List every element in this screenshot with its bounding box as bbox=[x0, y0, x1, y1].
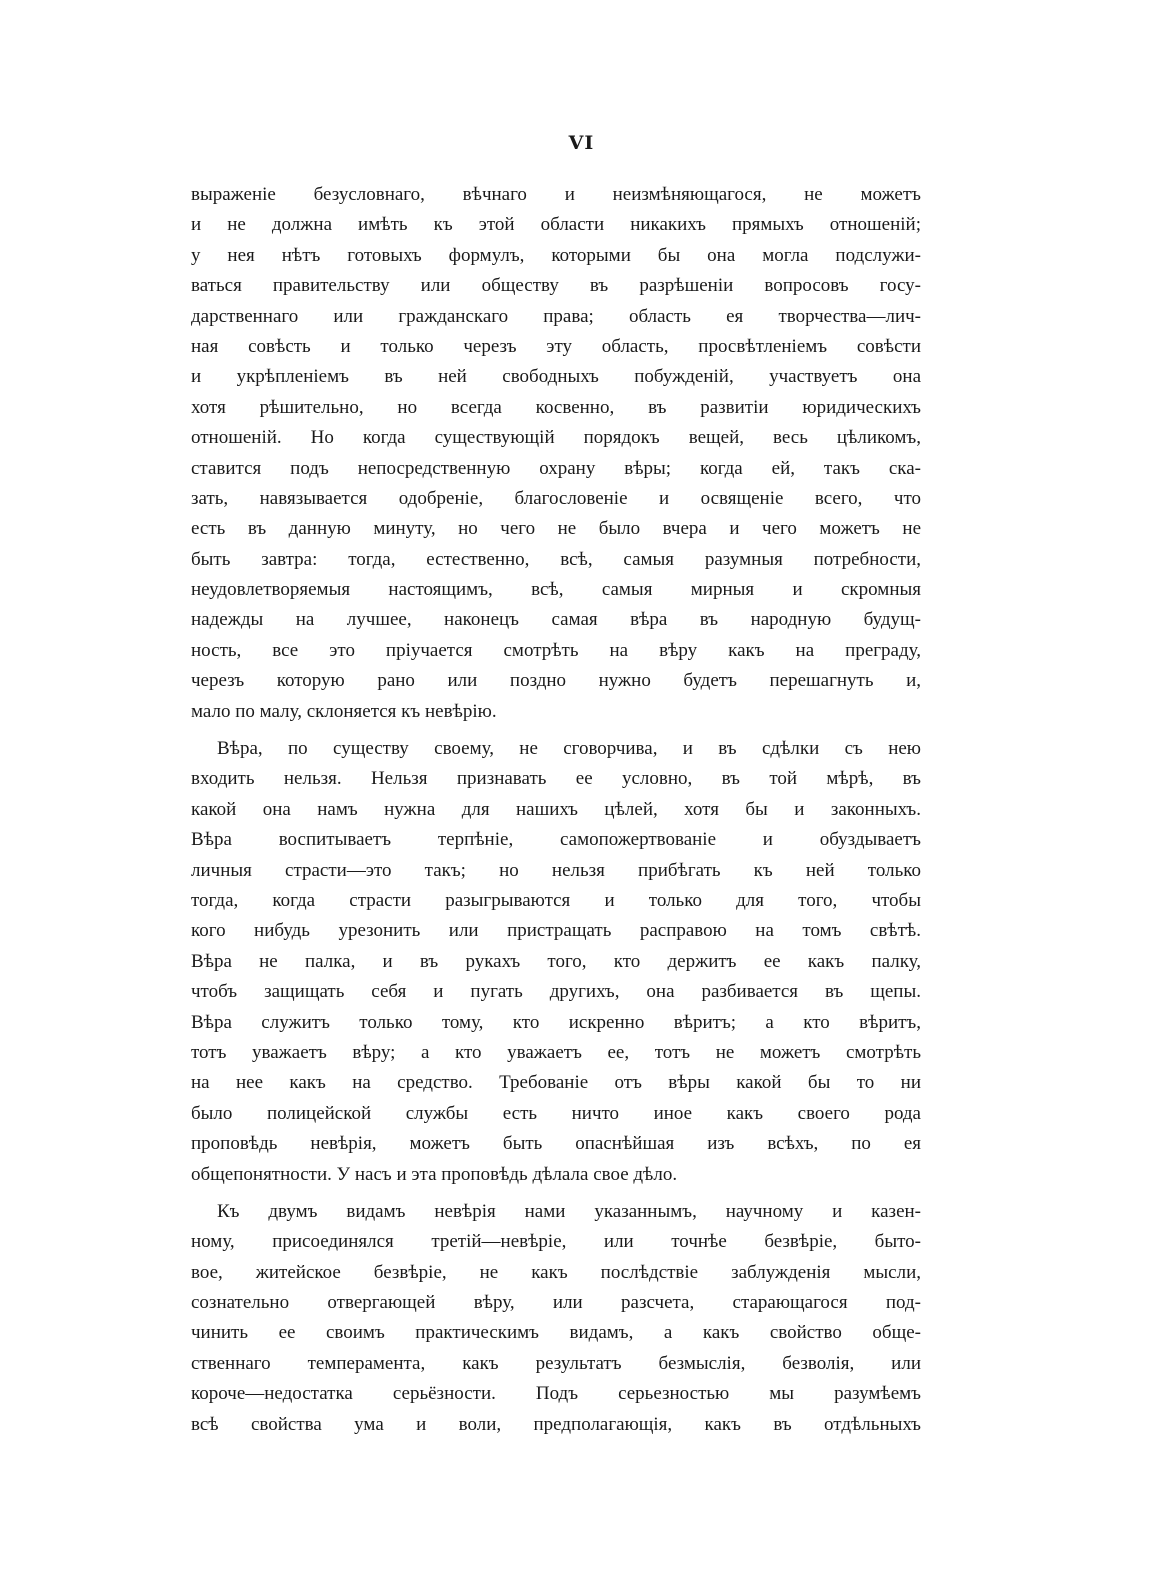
text-line: проповѣдь невѣрія, можетъ быть опаснѣйшая изъ всѣхъ, по ея bbox=[191, 1133, 921, 1155]
text-line: ность, все это пріучается смотрѣть на вѣру какъ на преграду, bbox=[191, 639, 921, 661]
text-line: Къ двумъ видамъ невѣрія нами указаннымъ, научному и казен- bbox=[217, 1200, 921, 1222]
text-line: зать, навязывается одобреніе, благословеніе и освященіе всего, что bbox=[191, 487, 921, 509]
paragraph-2 bbox=[191, 734, 921, 1190]
text-line: сознательно отвергающей вѣру, или разсчета, старающагося под- bbox=[191, 1292, 921, 1314]
text-line: есть въ данную минуту, но чего не было вчера и чего можетъ не bbox=[191, 518, 921, 540]
text-line: чинить ее своимъ практическимъ видамъ, а какъ свойство обще- bbox=[191, 1322, 921, 1344]
text-line: короче—недостатка серьёзности. Подъ серьезностью мы разумѣемъ bbox=[191, 1383, 921, 1405]
text-line: было полицейской службы есть ничто иное какъ своего рода bbox=[191, 1102, 921, 1124]
text-line: и не должна имѣть къ этой области никакихъ прямыхъ отношеній; bbox=[191, 214, 921, 236]
text-line: дарственнаго или гражданскаго права; область ея творчества—лич- bbox=[191, 305, 921, 327]
text-line: ваться правительству или обществу въ разрѣшеніи вопросовъ госу- bbox=[191, 275, 921, 297]
paragraph-3 bbox=[191, 1197, 921, 1440]
text-line: черезъ которую рано или поздно нужно будетъ перешагнуть и, bbox=[191, 670, 921, 692]
text-line: Вѣра не палка, и въ рукахъ того, кто держитъ ее какъ палку, bbox=[191, 950, 921, 972]
text-line: Вѣра воспитываетъ терпѣніе, самопожертвованіе и обуздываетъ bbox=[191, 829, 921, 851]
text-line: Вѣра, по существу своему, не сговорчива, и въ сдѣлки съ нею bbox=[217, 738, 921, 760]
text-line: Вѣра служитъ только тому, кто искренно вѣритъ; а кто вѣритъ, bbox=[191, 1011, 921, 1033]
text-line: неудовлетворяемыя настоящимъ, всѣ, самыя мирныя и скромныя bbox=[191, 579, 921, 601]
text-line: у нея нѣтъ готовыхъ формулъ, которыми бы она могла подслужи- bbox=[191, 244, 921, 266]
text-line: и укрѣпленіемъ въ ней свободныхъ побужденій, участвуетъ она bbox=[191, 366, 921, 388]
text-line: на нее какъ на средство. Требованіе отъ вѣры какой бы то ни bbox=[191, 1072, 921, 1094]
text-line: хотя рѣшительно, но всегда косвенно, въ развитіи юридическихъ bbox=[191, 396, 921, 418]
text-line: отношеній. Но когда существующій порядокъ вещей, весь цѣликомъ, bbox=[191, 427, 921, 449]
text-line: кого нибудь урезонить или пристращать расправою на томъ свѣтѣ. bbox=[191, 920, 921, 942]
text-line: вое, житейское безвѣріе, не какъ послѣдствіе заблужденія мысли, bbox=[191, 1261, 921, 1283]
page-number: VI bbox=[568, 132, 595, 154]
text-line: надежды на лучшее, наконецъ самая вѣра въ народную будущ- bbox=[191, 609, 921, 631]
paragraph-1 bbox=[191, 180, 921, 727]
text-line: ному, присоединялся третій—невѣріе, или точнѣе безвѣріе, быто- bbox=[191, 1231, 921, 1253]
text-line: мало по малу, склоняется къ невѣрію. bbox=[191, 700, 497, 722]
text-line: входить нельзя. Нельзя признавать ее условно, въ той мѣрѣ, въ bbox=[191, 768, 921, 790]
text-line: тогда, когда страсти разыгрываются и только для того, чтобы bbox=[191, 889, 921, 911]
text-line: быть завтра: тогда, естественно, всѣ, самыя разумныя потребности, bbox=[191, 548, 921, 570]
text-line: всѣ свойства ума и воли, предполагающія, какъ въ отдѣльныхъ bbox=[191, 1413, 921, 1435]
text-line: ственнаго темперамента, какъ результатъ безмыслія, безволія, или bbox=[191, 1352, 921, 1374]
text-line: какой она намъ нужна для нашихъ цѣлей, хотя бы и законныхъ. bbox=[191, 798, 921, 820]
text-line: ставится подъ непосредственную охрану вѣры; когда ей, такъ ска- bbox=[191, 457, 921, 479]
text-line: тотъ уважаетъ вѣру; а кто уважаетъ ее, тотъ не можетъ смотрѣть bbox=[191, 1041, 921, 1063]
body-text bbox=[191, 180, 921, 1447]
text-line: чтобъ защищать себя и пугать другихъ, она разбивается въ щепы. bbox=[191, 981, 921, 1003]
text-line: личныя страсти—это такъ; но нельзя прибѣгать къ ней только bbox=[191, 859, 921, 881]
text-line: ная совѣсть и только черезъ эту область, просвѣтленіемъ совѣсти bbox=[191, 335, 921, 357]
text-line: выраженіе безусловнаго, вѣчнаго и неизмѣняющагося, не можетъ bbox=[191, 184, 921, 205]
text-line: общепонятности. У насъ и эта проповѣдь дѣлала свое дѣло. bbox=[191, 1163, 678, 1185]
